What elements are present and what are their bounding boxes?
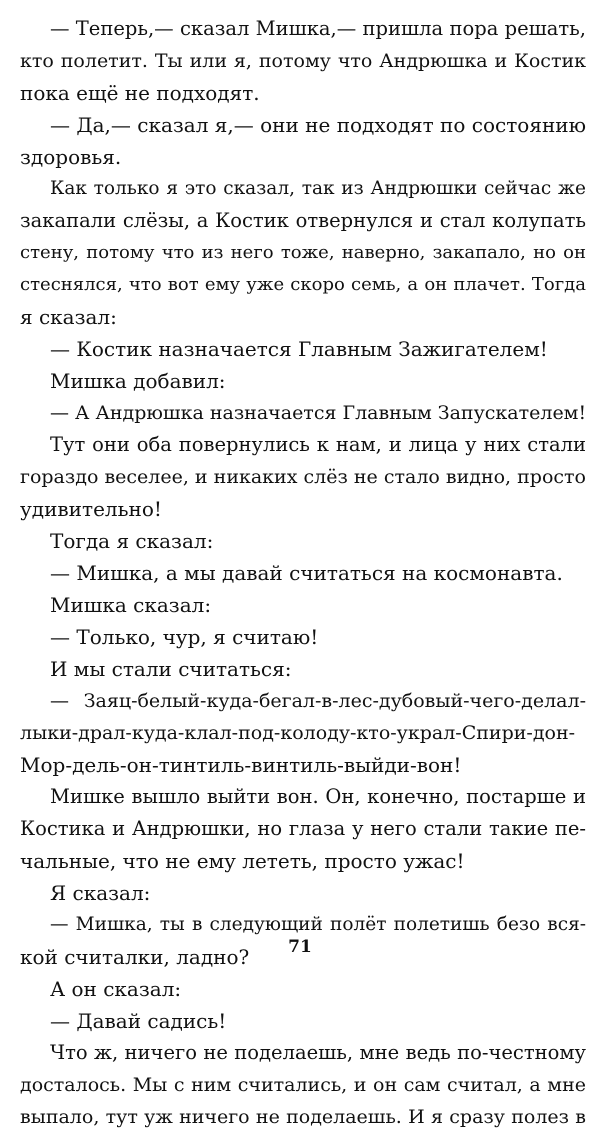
text-line: Мишка сказал: [50, 593, 212, 617]
text-line: Тогда я сказал: [50, 529, 214, 553]
text-line: Как только я это сказал, так из Андрюшки сейчас же [50, 178, 586, 199]
text-line: выпало, тут уж ничего не поделаешь. И я сразу полез в [20, 1106, 586, 1128]
page-number: 71 [288, 937, 312, 957]
text-line: — Да,— сказал я,— они не подходят по состоянию [50, 113, 586, 137]
text-line: стеснялся, что вот ему уже скоро семь, а он плачет. Тогда [20, 274, 586, 295]
text-line: здоровья. [20, 145, 122, 169]
text-line: пока ещё не подходят. [20, 81, 260, 105]
text-line: Мор-дель-он-тинтиль-винтиль-выйди-вон! [20, 753, 462, 777]
text-line: кой считалки, ладно? [20, 945, 250, 969]
text-line: Костика и Андрюшки, но глаза у него стали такие пе- [20, 817, 586, 840]
text-line: — Костик назначается Главным Зажигателем! [50, 337, 548, 361]
text-line: А он сказал: [50, 977, 182, 1001]
text-line: — Мишка, а мы давай считаться на космонавта. [50, 561, 563, 585]
text-line: — Только, чур, я считаю! [50, 625, 319, 649]
text-line: стену, потому что из него тоже, наверно, закапало, но он [20, 242, 586, 263]
text-line: гораздо веселее, и никаких слёз не стало видно, просто [20, 466, 586, 488]
text-line: лыки-драл-куда-клал-под-колоду-кто-украл-Спири-дон- [20, 722, 576, 744]
text-line: я сказал: [20, 305, 117, 329]
text-line: Тут они оба повернулись к нам, и лица у них стали [50, 433, 586, 456]
text-line: Мишка добавил: [50, 369, 226, 393]
text-line: кто полетит. Ты или я, потому что Андрюшка и Костик [20, 50, 586, 72]
text-line: закапали слёзы, а Костик отвернулся и стал колупать [20, 209, 586, 232]
text-line: чальные, что не ему лететь, просто ужас! [20, 849, 465, 873]
text-line: И мы стали считаться: [50, 657, 292, 681]
text-line: удивительно! [20, 497, 162, 521]
text-line: Что ж, ничего не поделаешь, мне ведь по-честному [50, 1041, 586, 1064]
text-line: — Заяц-белый-куда-бегал-в-лес-дубовый-чего-делал- [50, 690, 586, 712]
text-line: досталось. Мы с ним считались, и он сам считал, а мне [20, 1074, 586, 1096]
text-line: Я сказал: [50, 881, 151, 905]
page-text [20, 13, 586, 1133]
text-line: — А Андрюшка назначается Главным Запускателем! [50, 402, 586, 424]
text-line: Мишке вышло выйти вон. Он, конечно, постарше и [50, 785, 586, 808]
text-line: — Давай садись! [50, 1009, 227, 1033]
text-line: — Теперь,— сказал Мишка,— пришла пора решать, [50, 17, 586, 40]
text-line: — Мишка, ты в следующий полёт полетишь безо вся- [50, 914, 586, 935]
